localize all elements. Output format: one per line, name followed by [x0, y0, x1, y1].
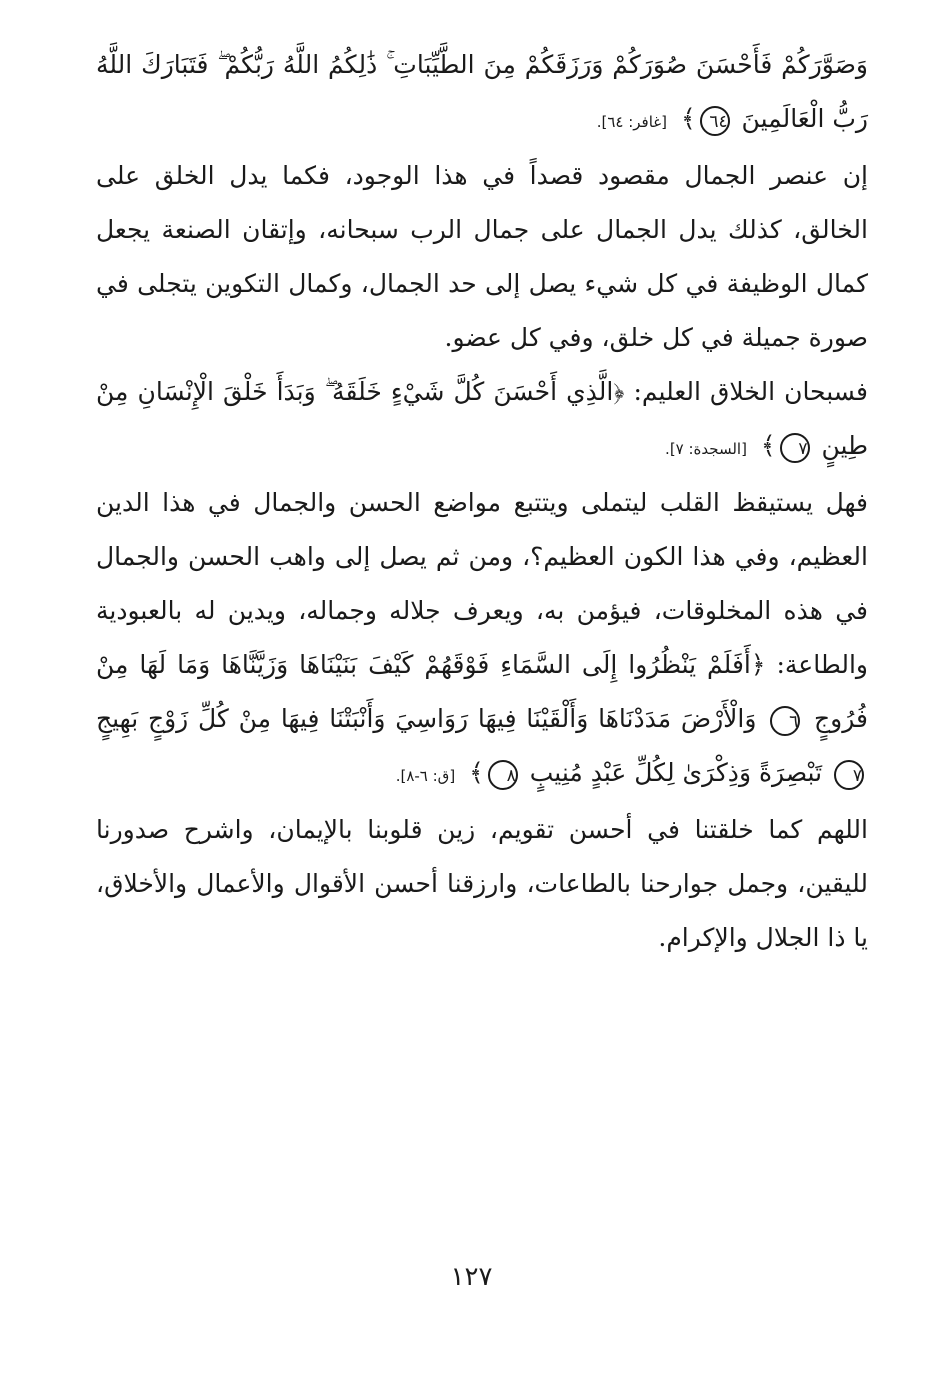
- page-number: ١٢٧: [450, 1262, 493, 1292]
- paragraph-text: فهل يستيقظ القلب ليتملى ويتتبع مواضع الحسن والجمال في هذا الدين العظيم، وفي هذا الكون العظيم؟، ومن ثم يصل إلى واهب الحسن والجمال في هذه المخلوقات، فيؤمن به، ويعرف جلاله وجماله، ويدين له بالعبودية والطاعة:: [96, 488, 868, 679]
- verse-number-marker: ٧: [780, 433, 810, 463]
- verse-reference: [السجدة: ٧].: [665, 440, 747, 458]
- paragraph-intro: فسبحان الخلاق العليم:: [633, 377, 868, 406]
- verse-text: وَالْأَرْضَ مَدَدْنَاهَا وَأَلْقَيْنَا فِيهَا رَوَاسِيَ وَأَنْبَتْنَا فِيهَا مِنْ كُلِّ زَوْجٍ بَهِيجٍ: [96, 704, 757, 733]
- verse-number-marker: ٦: [770, 706, 800, 736]
- verse-text: أَفَلَمْ يَنْظُرُوا إِلَى السَّمَاءِ فَوْقَهُمْ كَيْفَ بَنَيْنَاهَا وَزَيَّنَّاهَا وَمَا لَهَا مِنْ فُرُوجٍ: [96, 650, 868, 733]
- paragraph-reflection: [96, 476, 868, 803]
- opening-verse: [96, 38, 868, 149]
- quote-close: ﴾: [680, 104, 696, 133]
- verse-number-marker: ٨: [488, 760, 518, 790]
- verse-text: تَبْصِرَةً وَذِكْرَىٰ لِكُلِّ عَبْدٍ مُنِيبٍ: [529, 758, 823, 787]
- page-body: [96, 38, 868, 965]
- verse-number-marker: ٦٤: [700, 106, 730, 136]
- paragraph-supplication: اللهم كما خلقتنا في أحسن تقويم، زين قلوبنا بالإيمان، واشرح صدورنا لليقين، وجمل جوارحنا بالطاعات، وارزقنا أحسن الأقوال والأعمال والأخلاق، يا ذا الجلال والإكرام.: [96, 815, 868, 952]
- quote-close: ﴾: [469, 758, 484, 787]
- quote-close: ﴾: [760, 431, 776, 460]
- quote-open: ﴿: [613, 377, 625, 406]
- verse-reference: [ق: ٦-٨].: [395, 767, 456, 785]
- quote-open: ﴿: [750, 650, 766, 679]
- verse-text: الَّذِي أَحْسَنَ كُلَّ شَيْءٍ خَلَقَهُ ۖ وَبَدَأَ خَلْقَ الْإِنْسَانِ مِنْ طِينٍ: [96, 377, 868, 460]
- verse-reference: [غافر: ٦٤].: [596, 113, 667, 131]
- verse-number-marker: ٧: [834, 760, 864, 790]
- paragraph-beauty: إن عنصر الجمال مقصود قصداً في هذا الوجود، فكما يدل الخلق على الخالق، كذلك يدل الجمال على جمال الرب سبحانه، وإتقان الصنعة يجعل كمال الوظيفة في كل شيء يصل إلى حد الجمال، وكمال التكوين يتجلى في صورة جميلة في كل خلق، وفي كل عضو.: [96, 161, 868, 352]
- paragraph-glory: [96, 365, 868, 476]
- verse-text: وَصَوَّرَكُمْ فَأَحْسَنَ صُوَرَكُمْ وَرَزَقَكُمْ مِنَ الطَّيِّبَاتِ ۚ ذَٰلِكُمُ اللَّهُ رَبُّكُمْ ۖ فَتَبَارَكَ اللَّهُ رَبُّ الْعَالَمِينَ: [96, 50, 868, 133]
